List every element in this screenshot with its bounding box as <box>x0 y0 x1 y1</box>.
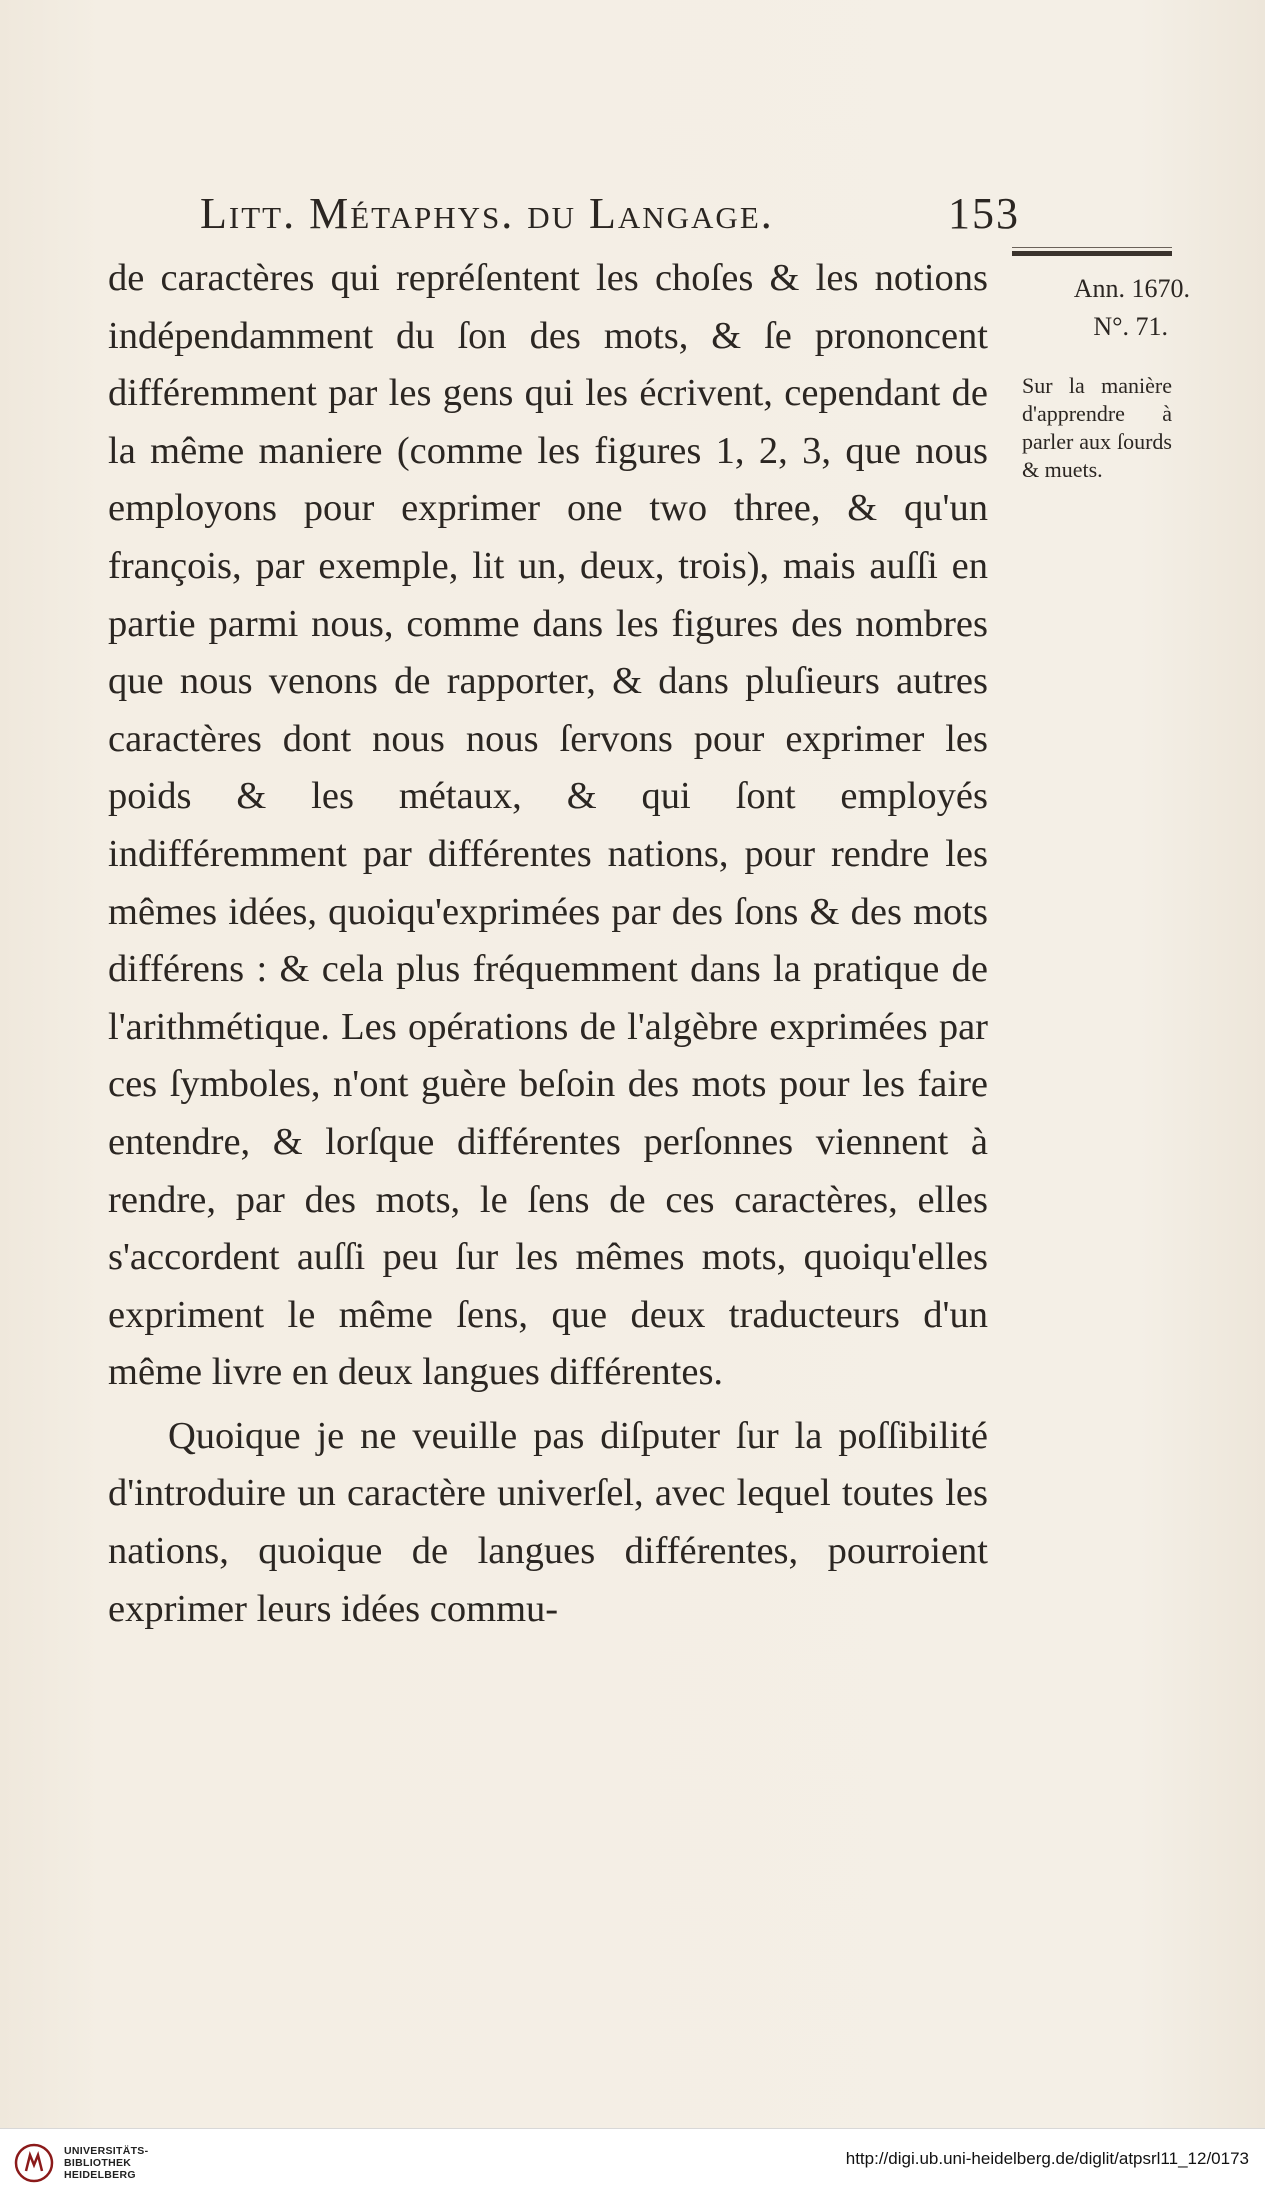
margin-date-block <box>1030 270 1190 346</box>
paragraph: de caractères qui repréſentent les choſes & les notions indépendamment du ſon des mots, & ſe prononcent différemment par les gens qui les écrivent, cependant de la même maniere (comme les figures 1, 2, 3, que nous employons pour exprimer one two three, & qu'un françois, par exemple, lit un, deux, trois), mais auſſi en partie parmi nous, comme dans les figures des nombres que nous venons de rapporter, & dans pluſieurs autres caractères dont nous nous ſervons pour exprimer les poids & les métaux, & qui ſont employés indifféremment par différentes nations, pour rendre les mêmes idées, quoiqu'exprimées par des ſons & des mots différens : & cela plus fréquemment dans la pratique de l'arithmétique. Les opérations de l'algèbre exprimées par ces ſymboles, n'ont guère beſoin des mots pour les faire entendre, & lorſque différentes perſonnes viennent à rendre, par des mots, le ſens de ces caractères, elles s'accordent auſſi peu ſur les mêmes mots, quoiqu'elles expriment le même ſens, que deux traducteurs d'un même livre en deux langues différentes. <box>108 257 988 1394</box>
university-seal-icon <box>14 2143 54 2183</box>
page-number: 153 <box>948 189 1020 238</box>
library-name: UNIVERSITÄTS- BIBLIOTHEK HEIDELBERG <box>64 2145 149 2181</box>
running-head <box>200 188 1020 239</box>
body-text <box>108 250 988 1638</box>
running-head-title: Litt. Métaphys. du Langage. <box>200 189 774 238</box>
margin-date: Ann. 1670. <box>1073 274 1190 303</box>
viewer-footer <box>0 2128 1265 2194</box>
margin-rule-thin <box>1012 247 1172 248</box>
margin-rule <box>1012 251 1172 256</box>
paragraph: Quoique je ne veuille pas diſputer ſur la poſſibilité d'introduire un caractère univerſel, avec lequel toutes les nations, quoique de langues différentes, pourroient exprimer leurs idées commu- <box>108 1414 988 1630</box>
library-logo[interactable] <box>14 2143 148 2183</box>
margin-note: Sur la manière d'apprendre à parler aux ſourds & muets. <box>1022 373 1172 482</box>
source-url-link[interactable]: http://digi.ub.uni-heidelberg.de/diglit/atpsrl11_12/0173 <box>845 2149 1249 2168</box>
margin-number: N°. 71. <box>1093 312 1168 341</box>
